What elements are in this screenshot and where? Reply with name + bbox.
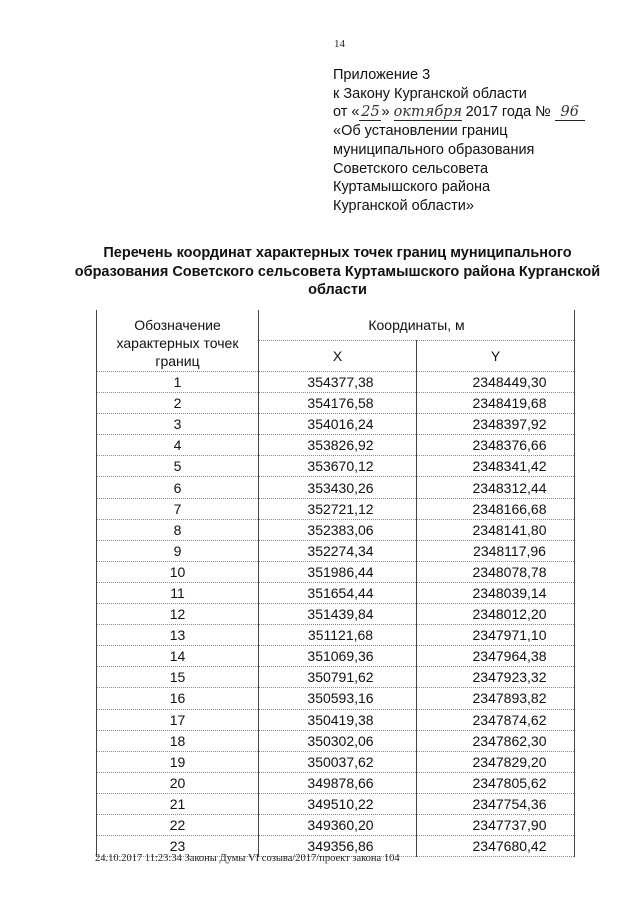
- table-row: [97, 519, 575, 540]
- x-coordinate-cell: 354377,38: [259, 372, 417, 393]
- y-coordinate-cell: 2348449,30: [417, 372, 575, 393]
- point-id-cell: 13: [97, 625, 259, 646]
- point-id-cell: 12: [97, 604, 259, 625]
- x-coordinate-cell: 350302,06: [259, 730, 417, 751]
- point-id-cell: 6: [97, 477, 259, 498]
- footer-stamp: 24.10.2017 11:23:34 Законы Думы VI созыва/2017/проект закона 104: [95, 853, 400, 864]
- law-title-line: муниципального образования: [333, 141, 535, 158]
- point-id-cell: 17: [97, 709, 259, 730]
- appendix-date-line: [333, 103, 623, 122]
- table-row: [97, 414, 575, 435]
- y-coordinate-cell: 2347737,90: [417, 814, 575, 835]
- law-title-line: Советского сельсовета: [333, 160, 489, 177]
- table-row: [97, 582, 575, 603]
- x-coordinate-cell: 351121,68: [259, 625, 417, 646]
- y-coordinate-cell: 2348078,78: [417, 561, 575, 582]
- point-id-cell: 11: [97, 582, 259, 603]
- table-row: [97, 646, 575, 667]
- law-title-line: «Об установлении границ: [333, 123, 508, 140]
- x-coordinate-cell: 349360,20: [259, 814, 417, 835]
- x-coordinate-cell: 351654,44: [259, 582, 417, 603]
- point-id-cell: 9: [97, 540, 259, 561]
- x-coordinate-cell: 349878,66: [259, 772, 417, 793]
- x-coordinate-cell: 350419,38: [259, 709, 417, 730]
- y-coordinate-cell: 2348312,44: [417, 477, 575, 498]
- y-coordinate-cell: 2347754,36: [417, 793, 575, 814]
- point-id-cell: 7: [97, 498, 259, 519]
- appendix-label: Приложение 3: [333, 67, 431, 83]
- date-day-handwritten: 25: [361, 104, 380, 121]
- point-id-cell: 2: [97, 393, 259, 414]
- y-coordinate-cell: 2348141,80: [417, 519, 575, 540]
- y-coordinate-cell: 2348341,42: [417, 456, 575, 477]
- date-prefix: от «: [333, 104, 360, 121]
- point-id-cell: 1: [97, 372, 259, 393]
- x-coordinate-cell: 352721,12: [259, 498, 417, 519]
- x-coordinate-cell: 351986,44: [259, 561, 417, 582]
- y-coordinate-cell: 2347923,32: [417, 667, 575, 688]
- table-row: [97, 540, 575, 561]
- y-coordinate-cell: 2347805,62: [417, 772, 575, 793]
- table-row: [97, 688, 575, 709]
- appendix-law-ref: к Закону Курганской области: [333, 85, 527, 102]
- table-row: [97, 372, 575, 393]
- table-row: [97, 751, 575, 772]
- y-coordinate-cell: 2348397,92: [417, 414, 575, 435]
- table-row: [97, 435, 575, 456]
- page-number: 14: [334, 38, 345, 50]
- y-coordinate-cell: 2348039,14: [417, 582, 575, 603]
- x-coordinate-cell: 352383,06: [259, 519, 417, 540]
- y-coordinate-cell: 2348376,66: [417, 435, 575, 456]
- law-title-line: Курганской области»: [333, 197, 474, 214]
- appendix-block: [333, 66, 623, 216]
- date-mid: »: [381, 104, 394, 121]
- table-row: [97, 604, 575, 625]
- y-coordinate-cell: 2348166,68: [417, 498, 575, 519]
- point-id-cell: 15: [97, 667, 259, 688]
- table-row: [97, 561, 575, 582]
- point-id-cell: 4: [97, 435, 259, 456]
- y-coordinate-cell: 2347829,20: [417, 751, 575, 772]
- x-coordinate-cell: 351069,36: [259, 646, 417, 667]
- table-row: [97, 393, 575, 414]
- y-coordinate-cell: 2348419,68: [417, 393, 575, 414]
- table-row: [97, 730, 575, 751]
- header-y: Y: [417, 341, 575, 372]
- y-coordinate-cell: 2347893,82: [417, 688, 575, 709]
- table-row: [97, 456, 575, 477]
- header-point-id: Обозначение характерных точек границ: [97, 310, 259, 372]
- point-id-cell: 3: [97, 414, 259, 435]
- y-coordinate-cell: 2347862,30: [417, 730, 575, 751]
- law-title-line: Куртамышского района: [333, 179, 491, 196]
- document-title: Перечень координат характерных точек границ муниципального образования Советского сельсовета Куртамышского района Курганской области: [74, 245, 601, 298]
- point-id-cell: 21: [97, 793, 259, 814]
- table-row: [97, 772, 575, 793]
- law-number-handwritten: 96: [555, 105, 585, 121]
- table-row: [97, 709, 575, 730]
- x-coordinate-cell: 353670,12: [259, 456, 417, 477]
- header-x: X: [259, 341, 417, 372]
- x-coordinate-cell: 350593,16: [259, 688, 417, 709]
- table-row: [97, 667, 575, 688]
- point-id-cell: 5: [97, 456, 259, 477]
- point-id-cell: 22: [97, 814, 259, 835]
- date-month-handwritten: октября: [393, 104, 463, 121]
- table-row: [97, 477, 575, 498]
- y-coordinate-cell: 2348012,20: [417, 604, 575, 625]
- x-coordinate-cell: 352274,34: [259, 540, 417, 561]
- x-coordinate-cell: 350037,62: [259, 751, 417, 772]
- point-id-cell: 14: [97, 646, 259, 667]
- point-id-cell: 8: [97, 519, 259, 540]
- y-coordinate-cell: 2347964,38: [417, 646, 575, 667]
- x-coordinate-cell: 349356,86: [259, 836, 417, 857]
- table-row: [97, 793, 575, 814]
- x-coordinate-cell: 354176,58: [259, 393, 417, 414]
- y-coordinate-cell: 2347874,62: [417, 709, 575, 730]
- y-coordinate-cell: 2348117,96: [417, 540, 575, 561]
- coordinates-table: [96, 310, 575, 857]
- y-coordinate-cell: 2347680,42: [417, 836, 575, 857]
- header-coordinates: Координаты, м: [259, 310, 575, 341]
- point-id-cell: 10: [97, 561, 259, 582]
- x-coordinate-cell: 350791,62: [259, 667, 417, 688]
- table-row: [97, 814, 575, 835]
- y-coordinate-cell: 2347971,10: [417, 625, 575, 646]
- x-coordinate-cell: 354016,24: [259, 414, 417, 435]
- date-year: 2017 года №: [461, 104, 551, 121]
- point-id-cell: 23: [97, 836, 259, 857]
- x-coordinate-cell: 349510,22: [259, 793, 417, 814]
- x-coordinate-cell: 351439,84: [259, 604, 417, 625]
- point-id-cell: 19: [97, 751, 259, 772]
- x-coordinate-cell: 353826,92: [259, 435, 417, 456]
- point-id-cell: 16: [97, 688, 259, 709]
- x-coordinate-cell: 353430,26: [259, 477, 417, 498]
- table-row: [97, 625, 575, 646]
- point-id-cell: 18: [97, 730, 259, 751]
- table-body: [97, 372, 575, 857]
- table-row: [97, 498, 575, 519]
- point-id-cell: 20: [97, 772, 259, 793]
